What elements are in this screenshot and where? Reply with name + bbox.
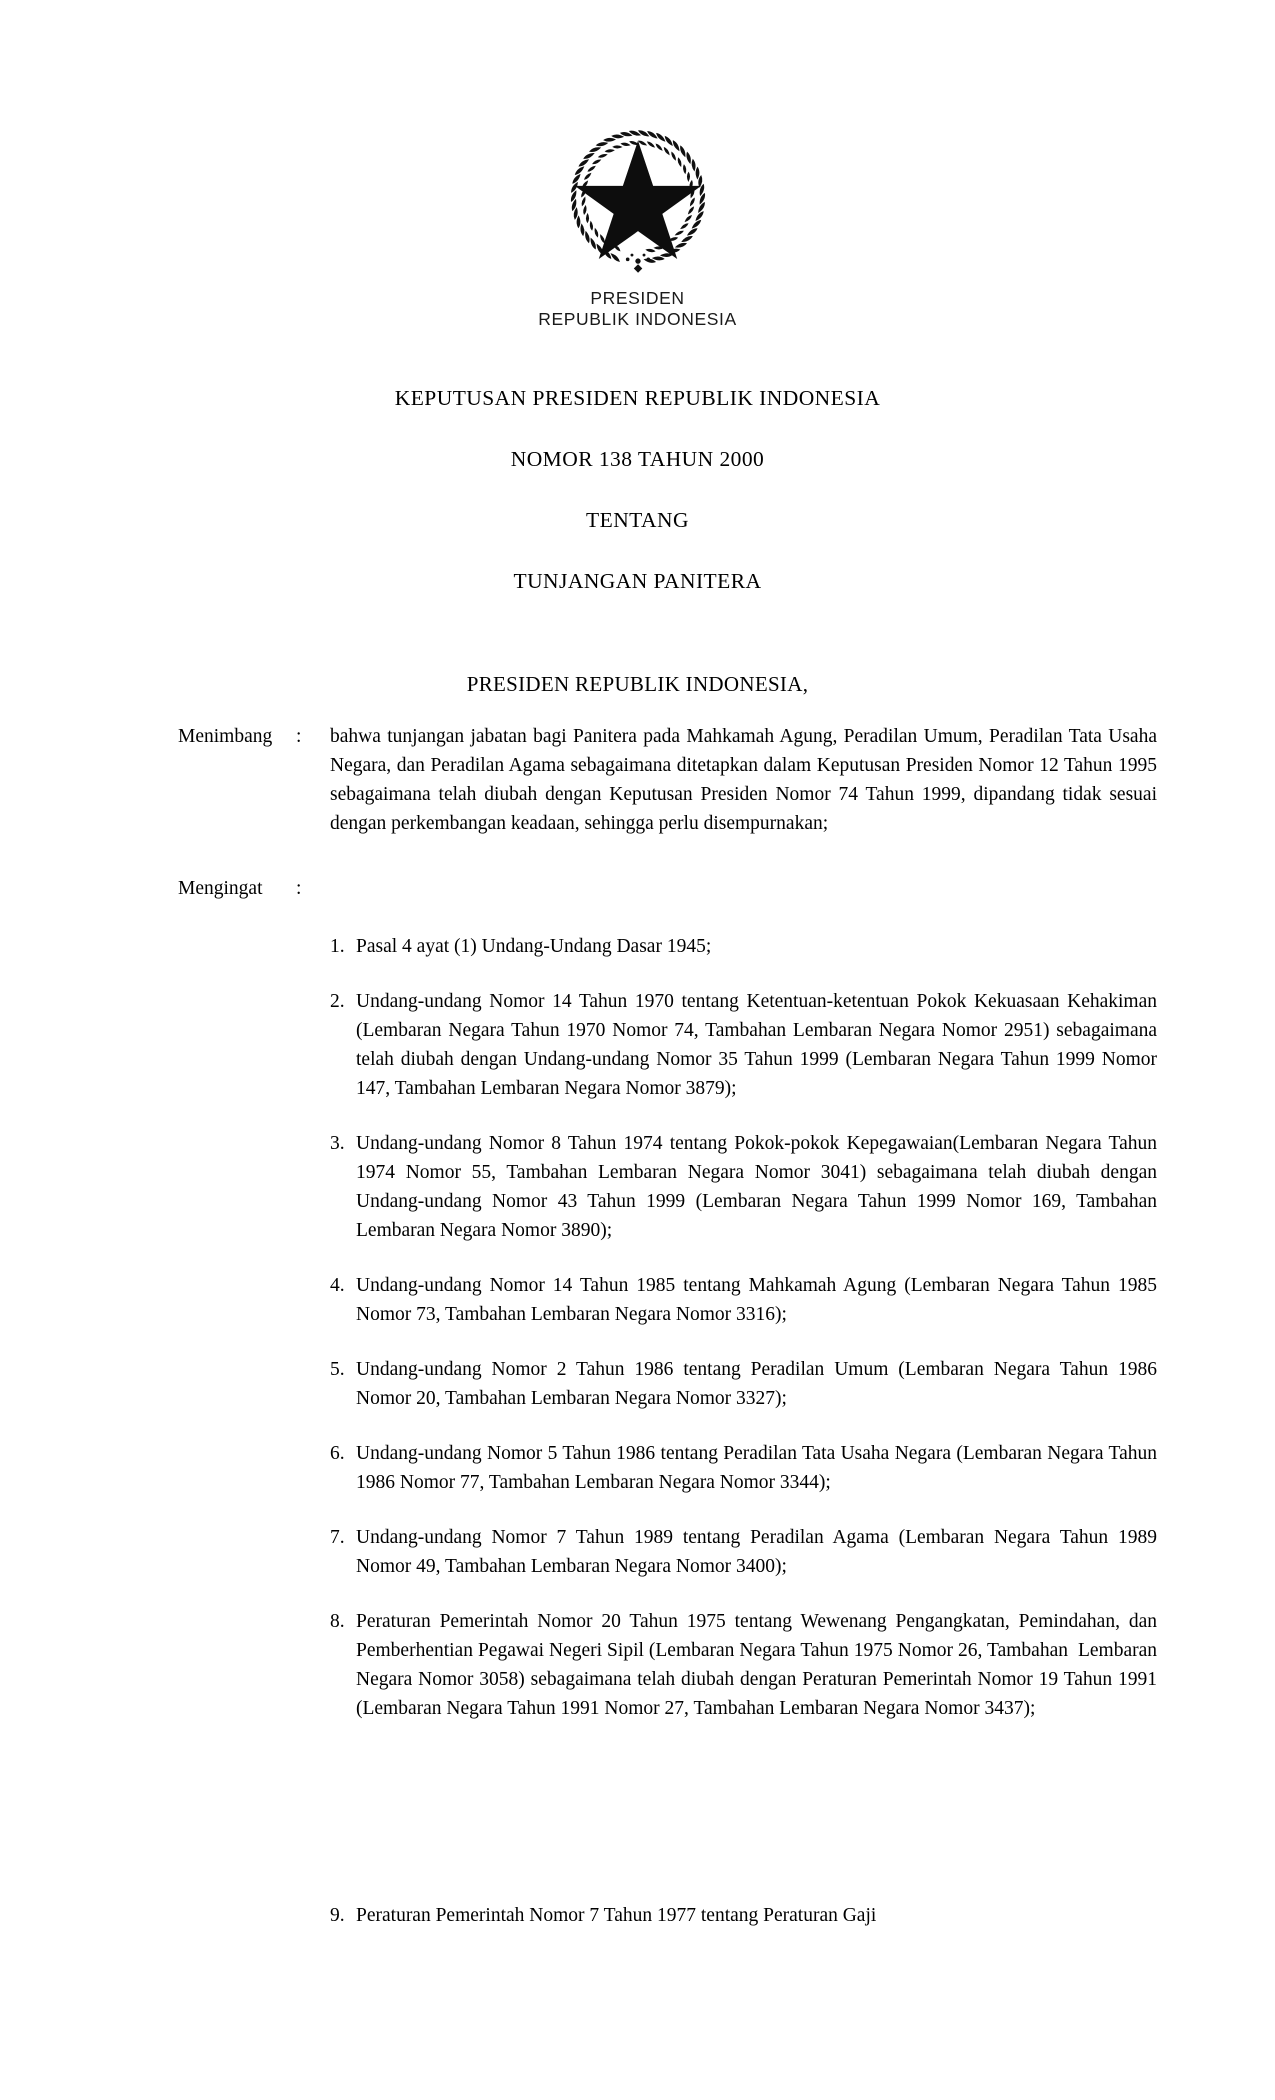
list-item-text: Undang-undang Nomor 7 Tahun 1989 tentang Peradilan Agama (Lembaran Negara Tahun 1989 Nomor 49, Tambahan Lembaran Negara Nomor 3400); (356, 1527, 1162, 1577)
clause-menimbang (0, 722, 1275, 838)
emblem-caption-line2: REPUBLIK INDONESIA (538, 309, 737, 329)
list-item-marker: 3. (330, 1133, 345, 1154)
list-item-text: Peraturan Pemerintah Nomor 7 Tahun 1977 tentang Peraturan Gaji (356, 1905, 877, 1926)
page-break-spacer (330, 1781, 1157, 1843)
document-number: NOMOR 138 TAHUN 2000 (510, 447, 765, 471)
list-item (330, 987, 1162, 1103)
list-item-text: Peraturan Pemerintah Nomor 20 Tahun 1975 tentang Wewenang Pengangkatan, Pemindahan, dan Pemberhentian Pegawai Negeri Sipil (Lembaran Negara Tahun 1975 Nomor 26, Tambahan Lembaran Negara Nomor 3058) sebagaimana telah diubah dengan Peraturan Pemerintah Nomor 19 Tahun 1991 (Lembaran Negara Tahun 1991 Nomor 27, Tambahan Lembaran Negara Nomor 3437); (356, 1611, 1162, 1719)
signatory-heading: PRESIDEN REPUBLIK INDONESIA, (466, 672, 809, 696)
emblem-caption-line1: PRESIDEN (590, 288, 685, 308)
list-item (330, 1271, 1162, 1329)
list-item (330, 1439, 1162, 1497)
section-spacer (0, 838, 1275, 874)
document-about-label: TENTANG (586, 508, 689, 532)
list-item (330, 1355, 1162, 1413)
ribbon-knot (625, 254, 649, 273)
list-item (330, 1607, 1162, 1723)
list-item (330, 1523, 1162, 1581)
list-item-text: Undang-undang Nomor 2 Tahun 1986 tentang Peradilan Umum (Lembaran Negara Tahun 1986 Nomor 20, Tambahan Lembaran Negara Nomor 3327); (356, 1359, 1162, 1409)
list-item-marker: 6. (330, 1443, 345, 1464)
clause-mengingat (0, 874, 1275, 1988)
list-item-marker: 9. (330, 1905, 345, 1926)
clause-menimbang-colon: : (296, 726, 302, 747)
clause-menimbang-label: Menimbang (178, 726, 273, 747)
list-item-marker: 5. (330, 1359, 345, 1380)
clause-mengingat-colon: : (296, 878, 302, 899)
list-item-text: Undang-undang Nomor 14 Tahun 1985 tentang Mahkamah Agung (Lembaran Negara Tahun 1985 Nomor 73, Tambahan Lembaran Negara Nomor 3316); (356, 1275, 1162, 1325)
list-item-marker: 2. (330, 991, 345, 1012)
emblem-caption (0, 288, 1275, 330)
list-item-text: Undang-undang Nomor 8 Tahun 1974 tentang Pokok-pokok Kepegawaian(Lembaran Negara Tahun 1974 Nomor 55, Tambahan Lembaran Negara Nomor 3041) sebagaimana telah diubah dengan Undang-undang Nomor 43 Tahun 1999 (Lembaran Negara Tahun 1999 Nomor 169, Tambahan Lembaran Negara Nomor 3890); (356, 1133, 1162, 1241)
list-item-text: Undang-undang Nomor 14 Tahun 1970 tentang Ketentuan-ketentuan Pokok Kekuasaan Kehakiman (Lembaran Negara Tahun 1970 Nomor 74, Tambahan Lembaran Negara Nomor 2951) sebagaimana telah diubah dengan Undang-undang Nomor 35 Tahun 1999 (Lembaran Negara Tahun 1999 Nomor 147, Tambahan Lembaran Negara Nomor 3879); (356, 991, 1162, 1099)
document-subject: TUNJANGAN PANITERA (513, 569, 762, 593)
clause-menimbang-body: bahwa tunjangan jabatan bagi Panitera pada Mahkamah Agung, Peradilan Umum, Peradilan Tata Usaha Negara, dan Peradilan Agama sebagaimana ditetapkan dalam Keputusan Presiden Nomor 12 Tahun 1995 sebagaimana telah diubah dengan Keputusan Presiden Nomor 74 Tahun 1999, dipandang tidak sesuai dengan perkembangan keadaan, sehingga perlu disempurnakan; (330, 726, 1162, 834)
title-block (0, 386, 1275, 594)
list-item (330, 932, 1157, 961)
document-title: KEPUTUSAN PRESIDEN REPUBLIK INDONESIA (394, 386, 881, 410)
list-item (330, 1129, 1162, 1245)
emblem-block (0, 108, 1275, 330)
garuda-star-wreath-emblem (552, 108, 724, 280)
list-item-marker: 1. (330, 936, 345, 957)
list-item-text: Undang-undang Nomor 5 Tahun 1986 tentang Peradilan Tata Usaha Negara (Lembaran Negara Tahun 1986 Nomor 77, Tambahan Lembaran Negara Nomor 3344); (356, 1443, 1162, 1493)
mengingat-list (330, 932, 1162, 1723)
clauses-section (0, 722, 1275, 1988)
clause-mengingat-body (330, 874, 1162, 1988)
list-item-marker: 8. (330, 1611, 345, 1632)
list-item-tail (330, 1901, 1157, 1930)
list-item-text: Pasal 4 ayat (1) Undang-Undang Dasar 1945; (356, 936, 712, 957)
clause-mengingat-label: Mengingat (178, 878, 263, 899)
list-item-marker: 4. (330, 1275, 345, 1296)
list-item-marker: 7. (330, 1527, 345, 1548)
